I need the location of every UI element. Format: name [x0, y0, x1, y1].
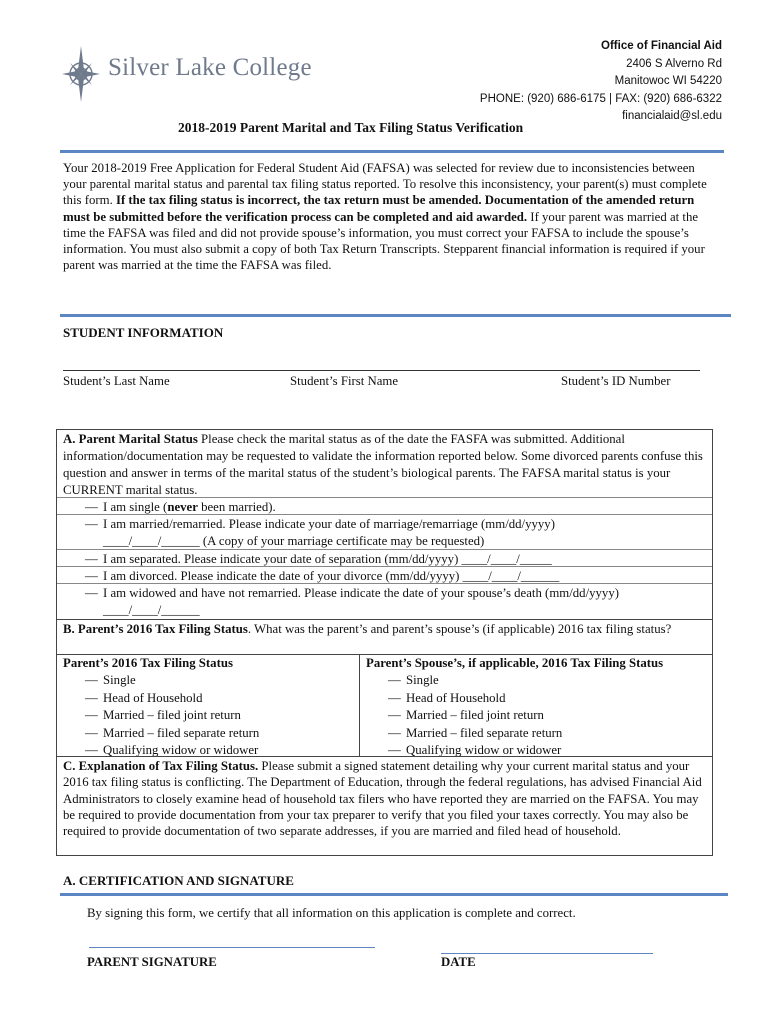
address-line-1: 2406 S Alverno Rd — [626, 57, 722, 70]
certification-text: By signing this form, we certify that all information on this application is complete and correct. — [87, 906, 576, 920]
spouse-status-married-separate[interactable]: — Married – filed separate return — [388, 725, 563, 740]
option-divorced-text: I am divorced. Please indicate the date of your divorce (mm/dd/yyyy) ____/____/______ — [103, 569, 560, 583]
intro-text-2: If your parent was married at the time the FAFSA was filed and did not provide spouse’s information, you must correct your FAFSA to include the spouse’s information. You must also submit a copy of both Tax Return Transcripts. Stepparent financial information is required if your parent was married at the time the FAFSA was filed. — [63, 209, 705, 273]
spouse-status-married-joint[interactable]: — Married – filed joint return — [388, 708, 544, 723]
intro-divider — [60, 314, 731, 317]
parent-signature-line[interactable] — [89, 947, 375, 948]
option-married[interactable] — [57, 514, 712, 549]
spouse-status-qualifying-widow[interactable]: — Qualifying widow or widower — [388, 743, 562, 758]
option-single-never: never — [167, 500, 198, 514]
office-contact-block — [480, 38, 722, 126]
option-single-text-2: been married). — [197, 500, 276, 514]
option-dash: — — [85, 500, 98, 514]
address-line-2: Manitowoc WI 54220 — [614, 75, 722, 87]
parent-status-head-of-household[interactable]: — Head of Household — [85, 690, 203, 705]
date-line[interactable] — [441, 953, 653, 954]
option-widowed-date-blank[interactable]: ____/____/______ — [103, 603, 200, 617]
parent-status-single[interactable]: — Single — [85, 673, 136, 688]
parent-status-married-separate[interactable]: — Married – filed separate return — [85, 725, 260, 740]
spouse-status-column-heading: Parent’s Spouse’s, if applicable, 2016 Tax Filing Status — [366, 656, 664, 670]
parent-status-married-joint[interactable]: — Married – filed joint return — [85, 708, 241, 723]
office-email: financialaid@sl.edu — [622, 110, 722, 122]
option-married-text: I am married/remarried. Please indicate your date of marriage/remarriage (mm/dd/yyyy) — [103, 517, 555, 531]
spouse-status-column — [366, 655, 706, 756]
certification-heading: A. CERTIFICATION AND SIGNATURE — [63, 873, 294, 888]
section-b-text: . What was the parent’s and parent’s spouse’s (if applicable) 2016 tax filing status? — [247, 622, 672, 636]
option-separated-text: I am separated. Please indicate your date of separation (mm/dd/yyyy) ____/____/_____ — [103, 552, 552, 566]
section-c-text: Please submit a signed statement detailing why your current marital status and your 2016 tax filing status is conflicting. The Department of Education, through the federal regulations, has advised Financial Aid Administrators to closely examine head of household tax filers who have reported they are married on the FAFSA. You may be required to provide documentation from your tax preparer to verify that you filed your taxes correctly. You may also be required to provide documentation of two separate addresses, if you are married and filed head of household. — [63, 759, 702, 839]
student-last-name-label: Student’s Last Name — [63, 374, 170, 388]
parent-status-column — [63, 655, 353, 756]
student-info-entry-line[interactable] — [63, 370, 700, 371]
spouse-status-single[interactable]: — Single — [388, 673, 439, 688]
certification-divider — [60, 893, 728, 896]
intro-paragraph — [63, 160, 713, 273]
phone-fax: PHONE: (920) 686-6175 | FAX: (920) 686-6322 — [479, 92, 722, 105]
student-info-heading: STUDENT INFORMATION — [63, 325, 224, 340]
college-name: Silver Lake College — [108, 54, 312, 81]
section-b-heading: B. Parent’s 2016 Tax Filing Status — [63, 622, 248, 636]
option-divorced[interactable] — [57, 566, 712, 583]
intro-text-1: Your 2018-2019 Free Application for Federal Student Aid (FAFSA) was selected for review due to inconsistencies between your parental marital status and parental tax filing status reported. To resolve this inconsistency, your parent(s) must complete this form. — [63, 161, 707, 208]
student-first-name-label: Student’s First Name — [290, 374, 399, 388]
option-dash: — — [85, 517, 98, 531]
option-married-date-blank[interactable]: ____/____/______ (A copy of your marriage certificate may be requested) — [103, 534, 485, 548]
section-a-heading: A. Parent Marital Status — [63, 432, 198, 446]
compass-rose-icon — [60, 42, 106, 106]
table-column-divider — [359, 655, 360, 756]
student-id-label: Student’s ID Number — [561, 374, 671, 388]
option-dash: — — [85, 586, 98, 600]
option-single-text-1: I am single ( — [103, 500, 168, 514]
intro-bold-text: If the tax filing status is incorrect, the tax return must be amended. Documentation of the amended return must be submitted before the verification process can be completed and aid awarded. — [63, 193, 695, 224]
section-b-intro — [57, 619, 712, 654]
option-single[interactable] — [57, 497, 712, 514]
verification-form-box — [56, 429, 713, 856]
parent-status-qualifying-widow[interactable]: — Qualifying widow or widower — [85, 743, 259, 758]
document-title: 2018-2019 Parent Marital and Tax Filing Status Verification — [178, 120, 524, 135]
option-separated[interactable] — [57, 549, 712, 566]
parent-status-column-heading: Parent’s 2016 Tax Filing Status — [63, 656, 233, 670]
option-dash: — — [85, 569, 98, 583]
option-dash: — — [85, 552, 98, 566]
option-widowed[interactable] — [57, 583, 712, 619]
section-c — [57, 756, 712, 856]
parent-signature-label: PARENT SIGNATURE — [87, 955, 217, 969]
title-divider — [60, 150, 724, 153]
section-c-heading: C. Explanation of Tax Filing Status. — [63, 759, 259, 773]
option-widowed-text: I am widowed and have not remarried. Please indicate the date of your spouse’s death (mm/dd/yyyy) — [103, 586, 619, 600]
section-b-table — [57, 654, 712, 756]
spouse-status-head-of-household[interactable]: — Head of Household — [388, 690, 506, 705]
date-label: DATE — [441, 955, 476, 969]
section-a-intro — [57, 430, 712, 497]
office-title: Office of Financial Aid — [601, 40, 722, 52]
college-logo — [60, 42, 320, 110]
section-a-text: Please check the marital status as of the date the FASFA was submitted. Additional information/documentation may be requested to validate the information reported below. Some divorced parents confuse this question and answer in terms of the marital status of the student’s biological parents. The FAFSA marital status is your CURRENT marital status. — [63, 432, 703, 497]
